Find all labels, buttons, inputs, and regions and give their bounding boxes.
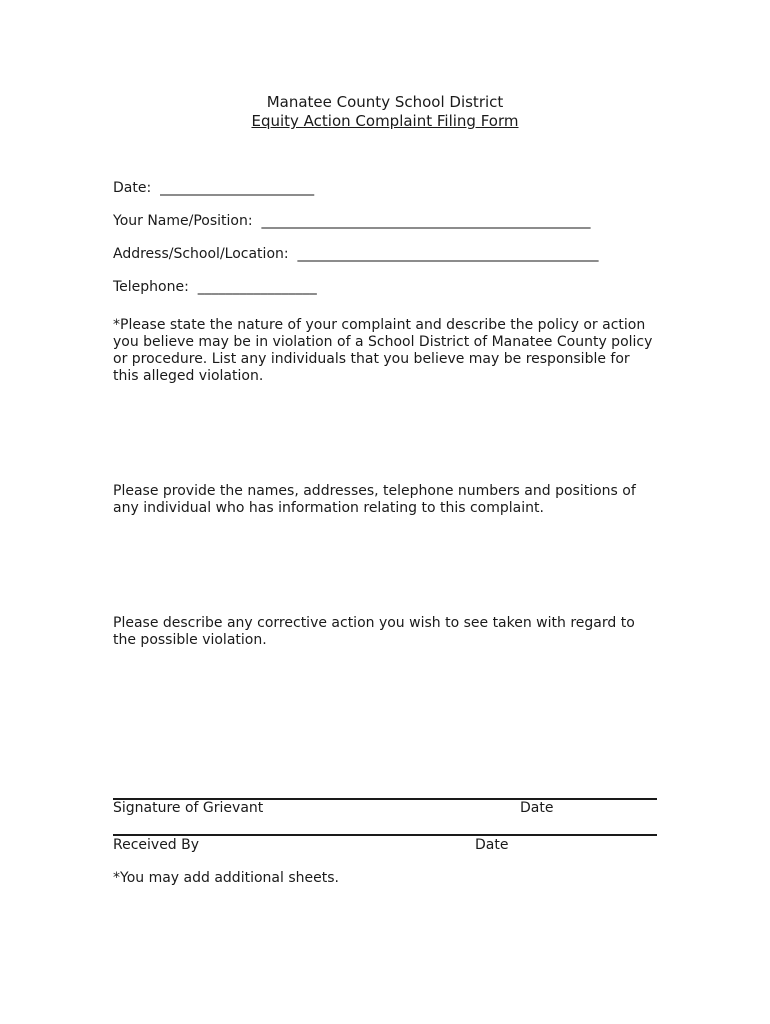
telephone-field: Telephone: _________________ <box>113 279 317 295</box>
received-by-label: Received By <box>113 837 200 853</box>
corrective-action-question: Please describe any corrective action you wish to see taken with regard to the possible violation. <box>113 615 635 648</box>
additional-sheets-note: *You may add additional sheets. <box>113 870 339 886</box>
name-position-field: Your Name/Position: _______________________________________________ <box>113 213 591 229</box>
received-date-label: Date <box>475 837 509 853</box>
complaint-question: *Please state the nature of your complaint and describe the policy or action you believe may be in violation of a School District of Manatee County policy or procedure. List any individuals that you believe may be responsible for this alleged violation. <box>113 317 653 384</box>
grievant-signature-label: Signature of Grievant <box>113 800 264 816</box>
form-title: Equity Action Complaint Filing Form <box>251 112 519 130</box>
district-name: Manatee County School District <box>266 93 504 111</box>
received-signature-line <box>113 834 657 836</box>
date-field: Date: ______________________ <box>113 180 315 196</box>
witnesses-question: Please provide the names, addresses, telephone numbers and positions of any individual who has information relating to this complaint. <box>113 483 636 516</box>
grievant-date-label: Date <box>520 800 554 816</box>
address-field: Address/School/Location: ___________________________________________ <box>113 246 599 262</box>
